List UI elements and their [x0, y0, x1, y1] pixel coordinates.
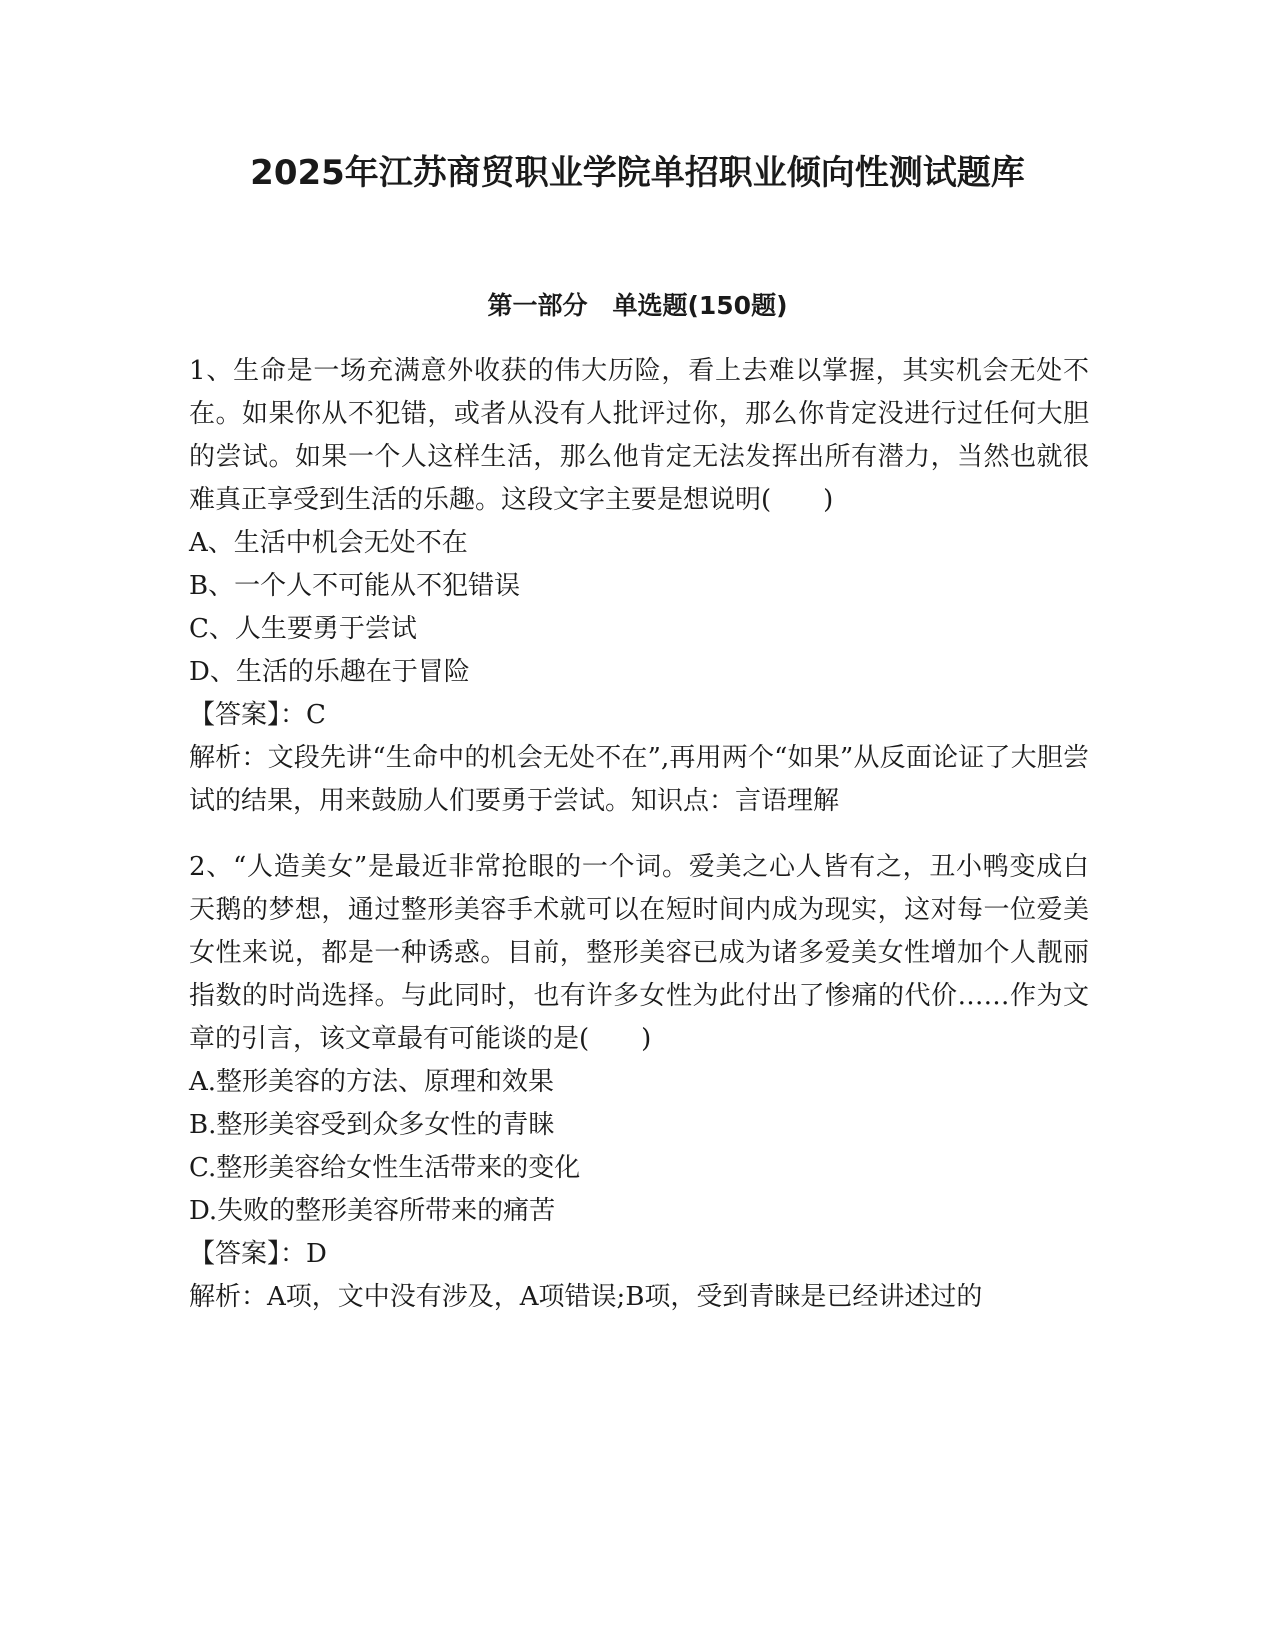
- option-b: B、一个人不可能从不犯错误: [189, 571, 521, 601]
- option-d: D.失败的整形美容所带来的痛苦: [189, 1196, 556, 1226]
- option-a: A、生活中机会无处不在: [189, 528, 468, 558]
- analysis-text: 解析：A项，文中没有涉及，A项错误;B项，受到青睐是已经讲述过的: [189, 1282, 983, 1312]
- option-c: C.整形美容给女性生活带来的变化: [189, 1153, 581, 1183]
- option-a: A.整形美容的方法、原理和效果: [189, 1067, 555, 1097]
- question-stem: 2、“人造美女”是最近非常抢眼的一个词。爱美之心人皆有之，丑小鸭变成白天鹅的梦想，通过整形美容手术就可以在短时间内成为现实，这对每一位爱美女性来说，都是一种诱惑。目前，整形美容已成为诸多爱美女性增加个人靓丽指数的时尚选择。与此同时，也有许多女性为此付出了惨痛的代价……作为文章的引言，该文章最有可能谈的是( ): [189, 852, 1089, 1054]
- answer-line: 【答案】：C: [189, 700, 326, 730]
- question-item: [189, 350, 1089, 823]
- section-heading: 第一部分 单选题(150题): [487, 291, 788, 320]
- question-item: [189, 846, 1089, 1319]
- option-c: C、人生要勇于尝试: [189, 614, 417, 644]
- document-title: 2025年江苏商贸职业学院单招职业倾向性测试题库: [250, 153, 1025, 193]
- answer-line: 【答案】：D: [189, 1239, 327, 1269]
- option-d: D、生活的乐趣在于冒险: [189, 657, 470, 687]
- question-stem: 1、生命是一场充满意外收获的伟大历险，看上去难以掌握，其实机会无处不在。如果你从不犯错，或者从没有人批评过你，那么你肯定没进行过任何大胆的尝试。如果一个人这样生活，那么他肯定无法发挥出所有潜力，当然也就很难真正享受到生活的乐趣。这段文字主要是想说明( ): [189, 356, 1089, 515]
- analysis-text: 解析：文段先讲“生命中的机会无处不在”,再用两个“如果”从反面论证了大胆尝试的结果，用来鼓励人们要勇于尝试。知识点：言语理解: [189, 743, 1089, 816]
- question-list: [189, 350, 1089, 1342]
- option-b: B.整形美容受到众多女性的青睐: [189, 1110, 555, 1140]
